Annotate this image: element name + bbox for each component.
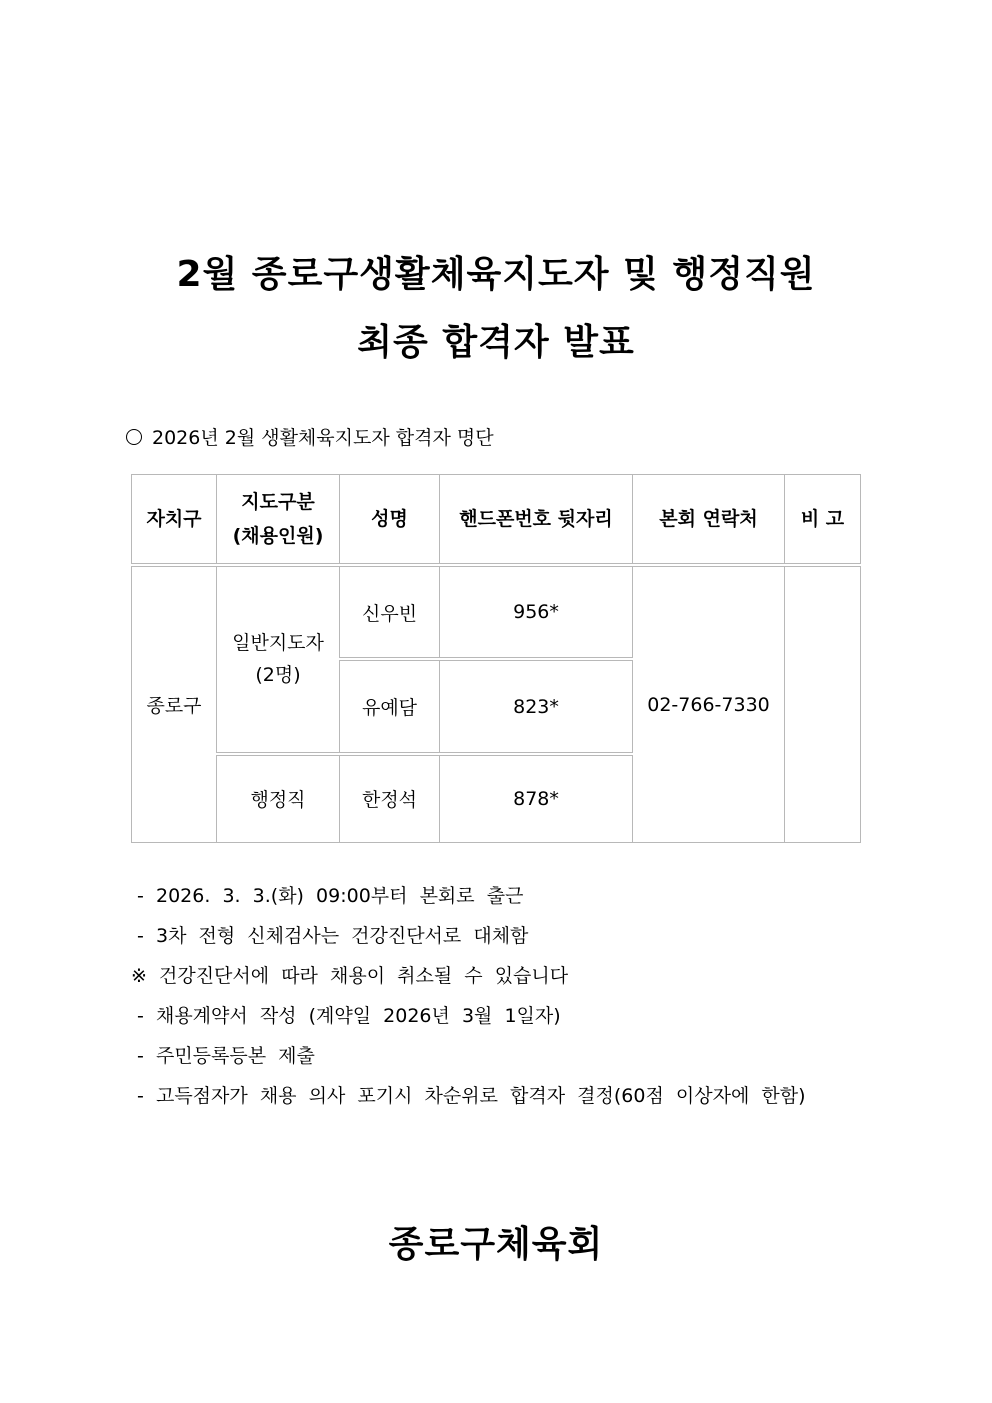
category-general-label: 일반지도자 (232, 632, 324, 655)
note-item: - 주민등록등본 제출 (131, 1045, 315, 1067)
category-general-count: (2명) (255, 664, 301, 687)
page-subtitle: 최종 합격자 발표 (357, 322, 635, 363)
cell-phone: 956* (440, 565, 633, 659)
cell-category-general (217, 565, 340, 754)
note-item: - 고득점자가 채용 의사 포기시 차순위로 합격자 결정(60점 이상자에 한함) (131, 1085, 806, 1107)
cell-phone: 878* (440, 754, 633, 843)
note-item: - 채용계약서 작성 (계약일 2026년 3월 1일자) (131, 1005, 561, 1027)
note-item: - 3차 전형 신체검사는 건강진단서로 대체함 (131, 925, 529, 947)
header-phone: 핸드폰번호 뒷자리 (440, 475, 633, 566)
header-category (217, 475, 340, 566)
section-heading (126, 423, 494, 450)
cell-category-admin: 행정직 (217, 754, 340, 843)
header-district: 자치구 (132, 475, 217, 566)
cell-name: 유예담 (340, 659, 440, 753)
cell-name: 신우빈 (340, 565, 440, 659)
cell-contact: 02-766-7330 (633, 565, 785, 842)
header-name: 성명 (340, 475, 440, 566)
table-header-row (132, 475, 861, 566)
cell-phone: 823* (440, 659, 633, 753)
circle-bullet-icon (126, 429, 142, 445)
notes-list (131, 876, 806, 1116)
cell-district: 종로구 (132, 565, 217, 842)
cell-name: 한정석 (340, 754, 440, 843)
header-category-line1: 지도구분 (241, 491, 315, 514)
note-item: ※ 건강진단서에 따라 채용이 취소될 수 있습니다 (131, 965, 569, 987)
table-row (132, 565, 861, 659)
roster-table (131, 474, 861, 843)
note-item: - 2026. 3. 3.(화) 09:00부터 본회로 출근 (131, 885, 524, 907)
cell-remarks (785, 565, 861, 842)
organization-name: 종로구체육회 (388, 1224, 604, 1265)
header-contact: 본회 연락처 (633, 475, 785, 566)
header-category-line2: (채용인원) (232, 525, 324, 548)
page-title: 2월 종로구생활체육지도자 및 행정직원 (176, 254, 816, 295)
header-remarks: 비 고 (785, 475, 861, 566)
section-heading-text: 2026년 2월 생활체육지도자 합격자 명단 (152, 427, 494, 449)
